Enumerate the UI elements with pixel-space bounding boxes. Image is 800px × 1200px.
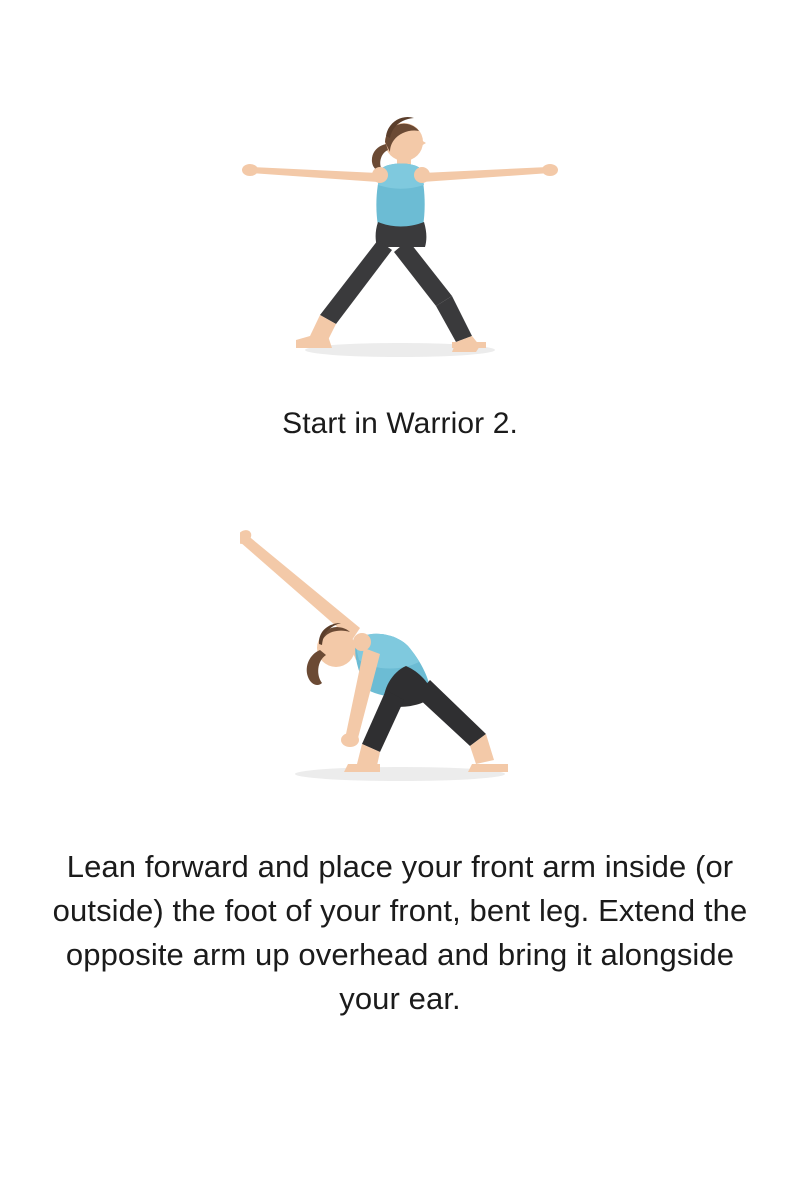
step-2: [0, 520, 800, 790]
step-1-caption: Start in Warrior 2.: [282, 407, 518, 440]
step-2-figure: [0, 520, 800, 790]
step-2-caption: Lean forward and place your front arm inside (or outside) the foot of your front, bent leg. Extend the opposite arm up overhead and bring it alongside your ear.: [52, 849, 748, 1016]
step-2-caption-block: [0, 845, 800, 1021]
step-1-figure: [0, 110, 800, 370]
extended-side-angle-pose-illustration: [240, 520, 560, 790]
step-1: [0, 110, 800, 446]
warrior-2-pose-illustration: [240, 110, 560, 370]
